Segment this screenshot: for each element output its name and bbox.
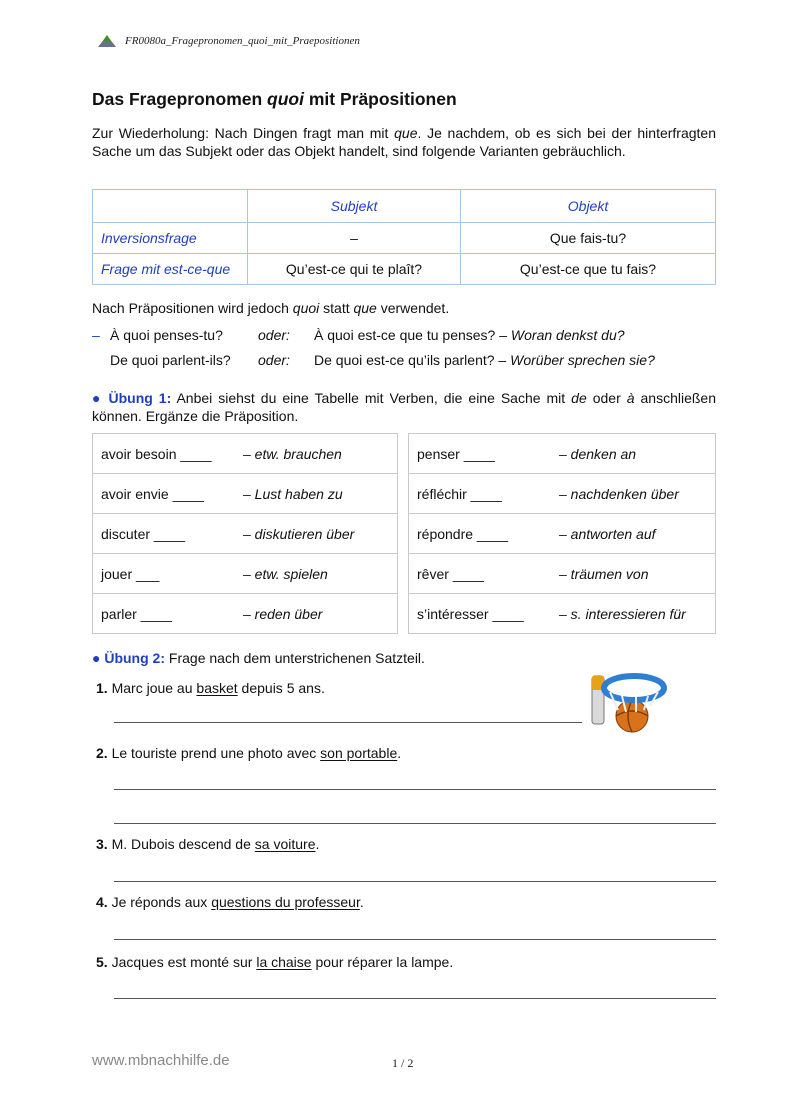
footer-website[interactable]: www.mbnachhilfe.de — [92, 1052, 230, 1069]
exercise-1-instructions: ● Übung 1: Anbei siehst du eine Tabelle mit Verben, die eine Sache mit de oder à anschließen können. Ergänze die Präposition. — [92, 390, 716, 424]
example-line: – À quoi penses-tu? oder: À quoi est-ce que tu penses? – Woran denkst du? — [92, 327, 625, 343]
exercise-2-instructions: ● Übung 2: Frage nach dem unterstrichenen Satzteil. — [92, 650, 425, 666]
table-header-row — [93, 190, 716, 223]
translation-cell: – träumen von — [551, 554, 716, 594]
verb-cell: parler ____ — [101, 605, 172, 622]
answer-line[interactable] — [114, 939, 716, 940]
verb-cell: jouer ___ — [93, 554, 236, 594]
question-1: 1. Marc joue au basket depuis 5 ans. — [96, 680, 325, 696]
table-row — [409, 514, 716, 554]
question-5: 5. Jacques est monté sur la chaise pour réparer la lampe. — [96, 954, 454, 970]
table-cell: Qu’est-ce qui te plaît? — [248, 254, 461, 285]
table-row — [409, 434, 716, 474]
logo-icon — [97, 34, 117, 48]
translation-cell: – antworten auf — [551, 514, 716, 554]
verb-cell: s’intéresser ____ — [417, 605, 524, 622]
table-row — [93, 554, 398, 594]
page-number: 1 / 2 — [392, 1056, 414, 1070]
question-2: 2. Le touriste prend une photo avec son portable. — [96, 745, 402, 761]
table-row — [93, 594, 398, 634]
translation-cell: – nachdenken über — [551, 474, 716, 514]
answer-line[interactable] — [114, 998, 716, 999]
translation-cell: – diskutieren über — [235, 514, 398, 554]
translation-cell: – Lust haben zu — [235, 474, 398, 514]
example-line: De quoi parlent-ils? oder: De quoi est-ce qu’ils parlent? – Worüber sprechen sie? — [110, 352, 655, 368]
answer-line[interactable] — [114, 722, 582, 723]
table-cell: Qu’est-ce que tu fais? — [461, 254, 716, 285]
intro-paragraph: Zur Wiederholung: Nach Dingen fragt man mit que. Je nachdem, ob es sich bei der hinterfragten Sache um das Subjekt oder das Objekt handelt, sind folgende Varianten gebräuchlich. — [92, 125, 716, 159]
question-3: 3. M. Dubois descend de sa voiture. — [96, 836, 320, 852]
table-header-cell — [93, 190, 248, 223]
translation-cell: – denken an — [551, 434, 716, 474]
document-id: FR0080a_Fragepronomen_quoi_mit_Praepositionen — [125, 35, 360, 47]
answer-line[interactable] — [114, 823, 716, 824]
verbs-table-left — [92, 433, 398, 634]
table-cell: Que fais-tu? — [461, 223, 716, 254]
translation-cell: – etw. spielen — [235, 554, 398, 594]
table-row — [93, 223, 716, 254]
variants-table — [92, 189, 716, 285]
table-row — [409, 474, 716, 514]
table-cell: – — [248, 223, 461, 254]
document-header — [97, 34, 360, 48]
question-4: 4. Je réponds aux questions du professeur. — [96, 894, 364, 910]
table-row — [93, 514, 398, 554]
verb-cell: penser ____ — [409, 434, 552, 474]
translation-cell: – reden über — [243, 605, 323, 622]
table-header-cell: Subjekt — [248, 190, 461, 223]
answer-line[interactable] — [114, 881, 716, 882]
verb-cell: réfléchir ____ — [409, 474, 552, 514]
row-label: Frage mit est-ce-que — [93, 254, 248, 285]
verb-cell: avoir envie ____ — [93, 474, 236, 514]
verb-cell: rêver ____ — [409, 554, 552, 594]
verb-cell: répondre ____ — [409, 514, 552, 554]
table-row — [93, 474, 398, 514]
row-label: Inversionsfrage — [93, 223, 248, 254]
exercise-2-label: ● Übung 2: — [92, 650, 166, 666]
table-row — [409, 554, 716, 594]
answer-line[interactable] — [114, 789, 716, 790]
table-row — [93, 254, 716, 285]
translation-cell: – s. interessieren für — [559, 605, 686, 622]
exercise-1-label: ● Übung 1: — [92, 390, 172, 406]
verbs-table-right — [408, 433, 716, 634]
verb-cell: discuter ____ — [93, 514, 236, 554]
table-header-cell: Objekt — [461, 190, 716, 223]
table-row — [93, 434, 398, 474]
verb-cell: avoir besoin ____ — [93, 434, 236, 474]
page-title: Das Fragepronomen quoi mit Präpositionen — [92, 89, 457, 109]
basketball-hoop-illustration — [588, 666, 668, 738]
translation-cell: – etw. brauchen — [235, 434, 398, 474]
table-row — [409, 594, 716, 634]
preposition-note: Nach Präpositionen wird jedoch quoi statt que verwendet. — [92, 300, 450, 316]
